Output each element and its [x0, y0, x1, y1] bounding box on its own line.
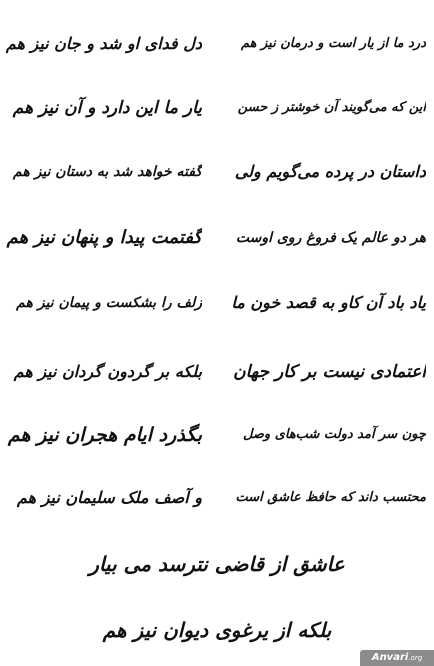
final-line: بلکه از یرغوی دیوان نیز هم — [102, 618, 332, 642]
first-hemistich: این که می‌گویند آن خوشتر ز حسن — [237, 100, 426, 115]
first-hemistich: محتسب داند که حافظ عاشق است — [235, 490, 426, 505]
second-hemistich: و آصف ملک سلیمان نیز هم — [17, 488, 202, 507]
first-hemistich: یاد باد آن کاو به قصد خون ما — [231, 293, 426, 312]
second-hemistich: گفتمت پیدا و پنهان نیز هم — [6, 227, 202, 248]
watermark-suffix: .org — [408, 654, 423, 662]
first-hemistich: درد ما از یار است و درمان نیز هم — [240, 36, 426, 51]
final-line: عاشق از قاضی نترسد می بیار — [89, 552, 345, 576]
couplet — [0, 218, 434, 258]
second-hemistich: بلکه بر گردون گردان نیز هم — [13, 362, 202, 381]
couplet — [0, 352, 434, 392]
couplet — [0, 415, 434, 455]
couplet — [0, 88, 434, 128]
watermark-brand: Anvari — [371, 652, 409, 663]
couplet — [0, 283, 434, 323]
second-hemistich: گفته خواهد شد به دستان نیز هم — [13, 164, 202, 180]
first-hemistich: اعتمادی نیست بر کار جهان — [233, 362, 426, 382]
couplet — [0, 24, 434, 64]
second-hemistich: دل فدای او شد و جان نیز هم — [6, 34, 202, 53]
couplet — [0, 478, 434, 518]
second-hemistich: بگذرد ایام هجران نیز هم — [7, 424, 202, 446]
first-hemistich: داستان در پرده می‌گویم ولی — [234, 162, 426, 181]
first-hemistich: هر دو عالم یک فروغ روی اوست — [235, 230, 426, 246]
first-hemistich: چون سر آمد دولت شب‌های وصل — [243, 427, 426, 442]
second-hemistich: یار ما این دارد و آن نیز هم — [12, 98, 202, 118]
second-hemistich: زلف را بشکست و پیمان نیز هم — [16, 295, 202, 311]
watermark-logo — [360, 650, 434, 666]
couplet — [0, 152, 434, 192]
